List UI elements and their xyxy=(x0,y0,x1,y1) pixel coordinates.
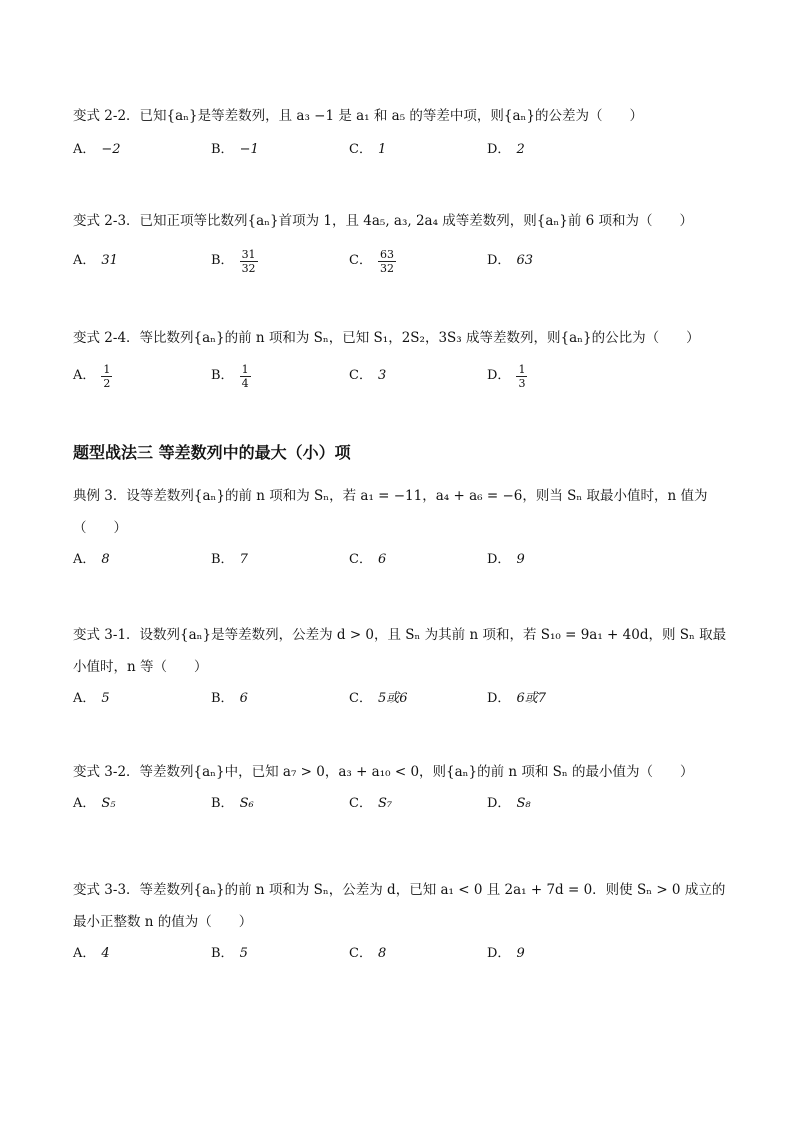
fraction: $\frac{1}{3}$ xyxy=(518,362,526,390)
fraction: $\frac{1}{2}$ xyxy=(103,362,111,390)
fraction: $\frac{63}{32}$ xyxy=(379,247,394,275)
question-stem: 变式 2-3．已知正项等比数列{aₙ}首项为 1，且 4a₅, a₃, 2a₄ 成等差数列，则{aₙ}前 6 项和为（ ） xyxy=(73,213,694,229)
options-row xyxy=(73,249,733,273)
question-2-3 xyxy=(73,205,733,273)
question-2-4 xyxy=(73,322,733,388)
fraction: $\frac{1}{4}$ xyxy=(241,362,249,390)
option-b[interactable]: B． 6 xyxy=(211,691,248,706)
option-d[interactable]: D． S₈ xyxy=(487,796,531,811)
option-b[interactable]: B． 5 xyxy=(211,946,248,961)
option-d[interactable]: D． 6或7 xyxy=(487,691,546,706)
option-c[interactable]: C． 1 xyxy=(349,142,387,157)
fraction: $\frac{31}{32}$ xyxy=(241,247,256,275)
option-c[interactable]: C． 8 xyxy=(349,946,387,961)
options-row xyxy=(73,942,733,966)
option-c[interactable]: C． 5或6 xyxy=(349,691,408,706)
option-a[interactable]: A． $\frac{1}{2}$ xyxy=(73,362,111,390)
options-row xyxy=(73,548,733,572)
question-stem: 典例 3．设等差数列{aₙ}的前 n 项和为 Sₙ，若 a₁ = −11，a₄ + a₆ = −6，则当 Sₙ 取最小值时，n 值为（ ） xyxy=(73,488,708,536)
option-c[interactable]: C． S₇ xyxy=(349,796,393,811)
question-example-3 xyxy=(73,480,733,572)
question-stem: 变式 2-2．已知{aₙ}是等差数列，且 a₃ −1 是 a₁ 和 a₅ 的等差中项，则{aₙ}的公差为（ ） xyxy=(73,108,643,124)
question-stem: 变式 3-3．等差数列{aₙ}的前 n 项和为 Sₙ，公差为 d，已知 a₁ < 0 且 2a₁ + 7d = 0．则使 Sₙ > 0 成立的最小正整数 n 的值为（ ） xyxy=(73,882,726,930)
option-c[interactable]: C． 3 xyxy=(349,368,387,383)
options-row xyxy=(73,687,733,711)
question-3-2 xyxy=(73,756,733,816)
option-d[interactable]: D． 63 xyxy=(487,253,533,268)
option-a[interactable]: A． 31 xyxy=(73,253,118,268)
question-3-3 xyxy=(73,874,733,966)
option-d[interactable]: D． 9 xyxy=(487,946,525,961)
section-title: 题型战法三 等差数列中的最大（小）项 xyxy=(73,443,351,462)
question-2-2 xyxy=(73,100,733,162)
options-row xyxy=(73,364,733,388)
option-d[interactable]: D． 9 xyxy=(487,552,525,567)
question-stem: 变式 3-1．设数列{aₙ}是等差数列，公差为 d > 0，且 Sₙ 为其前 n 项和，若 S₁₀ = 9a₁ + 40d，则 Sₙ 取最小值时，n 等（ ） xyxy=(73,627,727,675)
options-row xyxy=(73,138,733,162)
option-b[interactable]: B． −1 xyxy=(211,142,259,157)
question-stem: 变式 2-4．等比数列{aₙ}的前 n 项和为 Sₙ，已知 S₁，2S₂，3S₃ 成等差数列，则{aₙ}的公比为（ ） xyxy=(73,330,700,346)
option-a[interactable]: A． 4 xyxy=(73,946,110,961)
question-stem: 变式 3-2．等差数列{aₙ}中，已知 a₇ > 0，a₃ + a₁₀ < 0，则{aₙ}的前 n 项和 Sₙ 的最小值为（ ） xyxy=(73,764,694,780)
option-d[interactable]: D． $\frac{1}{3}$ xyxy=(487,362,526,390)
option-c[interactable]: C． 6 xyxy=(349,552,387,567)
option-b[interactable]: B． $\frac{31}{32}$ xyxy=(211,247,256,275)
option-a[interactable]: A． S₅ xyxy=(73,796,116,811)
option-d[interactable]: D． 2 xyxy=(487,142,525,157)
option-b[interactable]: B． $\frac{1}{4}$ xyxy=(211,362,249,390)
option-a[interactable]: A． 8 xyxy=(73,552,110,567)
option-a[interactable]: A． 5 xyxy=(73,691,110,706)
options-row xyxy=(73,792,733,816)
option-b[interactable]: B． S₆ xyxy=(211,796,254,811)
question-3-1 xyxy=(73,619,733,711)
option-c[interactable]: C． $\frac{63}{32}$ xyxy=(349,247,394,275)
option-a[interactable]: A． −2 xyxy=(73,142,121,157)
option-b[interactable]: B． 7 xyxy=(211,552,248,567)
